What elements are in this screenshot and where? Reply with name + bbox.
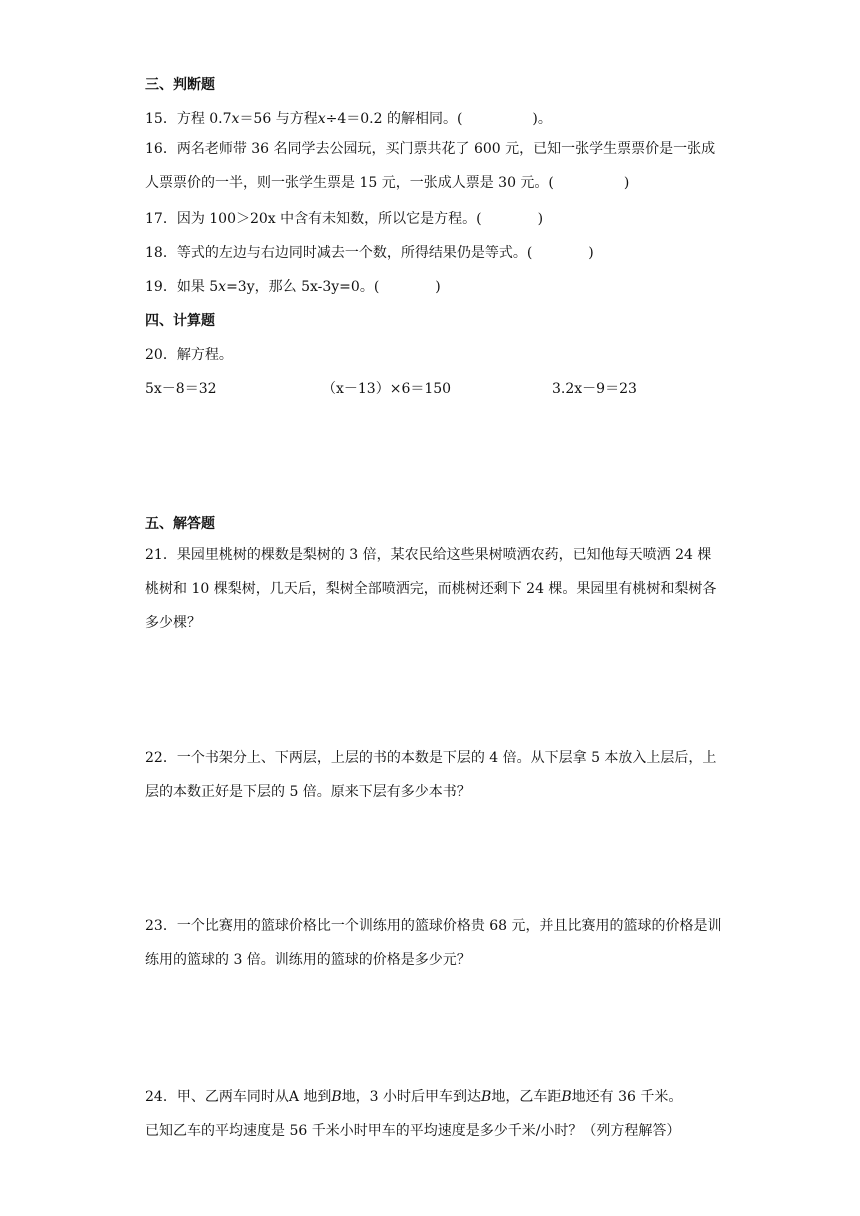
question-16: 16．两名老师带 36 名同学去公园玩，买门票共花了 600 元，已知一张学生票票价是一张成人票票价的一半，则一张学生票是 15 元，一张成人票是 30 元。( ) — [145, 141, 716, 191]
q24-place-b-2: B — [481, 1089, 492, 1105]
q15-text-b: ＝56 与方程 — [239, 111, 318, 127]
q24-text-c: 地，3 小时后甲车到达 — [341, 1089, 482, 1105]
q24-text-e: 地还有 36 千米。 — [571, 1089, 683, 1105]
equation-3: 3.2x－9＝23 — [552, 381, 637, 397]
q19-text-b: =3y，那么 5x-3y=0。( ) — [226, 279, 441, 295]
q15-text-c: ÷4＝0.2 的解相同。( )。 — [325, 111, 552, 127]
question-21: 21．果园里桃树的棵数是梨树的 3 倍，某农民给这些果树喷洒农药，已知他每天喷洒 24 棵桃树和 10 棵梨树，几天后，梨树全部喷洒完，而桃树还剩下 24 棵。果园里有桃树和梨树各多少棵？ — [145, 547, 717, 631]
equation-1: 5x－8＝32 — [145, 381, 217, 397]
section-heading-answers: 五、解答题 — [145, 516, 215, 532]
question-22: 22．一个书架分上、下两层，上层的书的本数是下层的 4 倍。从下层拿 5 本放入上层后，上层的本数正好是下层的 5 倍。原来下层有多少本书？ — [145, 750, 717, 800]
question-18: 18．等式的左边与右边同时减去一个数，所得结果仍是等式。( ) — [145, 245, 594, 261]
q24-text-a: 24．甲、乙两车同时从A 地到 — [145, 1089, 332, 1105]
q24-place-b: B — [331, 1089, 342, 1105]
question-17: 17．因为 100＞20x 中含有未知数，所以它是方程。( ) — [145, 211, 544, 227]
q15-variable-x-2: x — [317, 111, 326, 127]
q19-variable-x: x — [218, 279, 227, 295]
section-heading-calculation: 四、计算题 — [145, 313, 215, 329]
question-24-line-2: 已知乙车的平均速度是 56 千米小时甲车的平均速度是多少千米/小时？（列方程解答） — [145, 1123, 681, 1139]
q15-text-a: 15．方程 0.7 — [145, 111, 232, 127]
q19-text-a: 19．如果 5 — [145, 279, 219, 295]
question-19 — [145, 276, 725, 296]
question-24-line-1 — [145, 1086, 725, 1106]
question-20: 20．解方程。 — [145, 347, 233, 363]
question-23: 23．一个比赛用的篮球价格比一个训练用的篮球价格贵 68 元，并且比赛用的篮球的价格是训练用的篮球的 3 倍。训练用的篮球的价格是多少元？ — [145, 918, 722, 968]
q24-text-d: 地，乙车距 — [491, 1089, 562, 1105]
q24-place-b-3: B — [561, 1089, 572, 1105]
question-15 — [145, 108, 725, 128]
section-heading-judgment: 三、判断题 — [145, 77, 215, 93]
equation-2: （x－13）×6＝150 — [322, 381, 452, 397]
q15-variable-x: x — [231, 111, 240, 127]
